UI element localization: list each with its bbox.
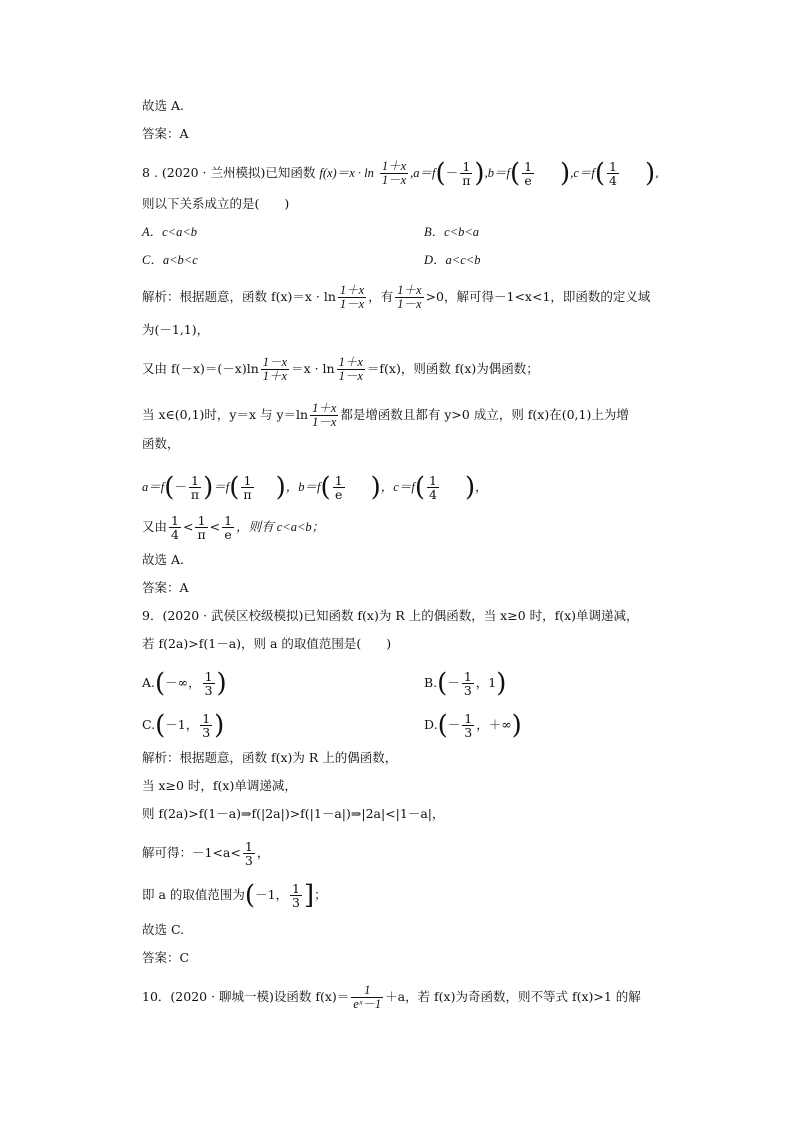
q8-option-d[interactable]: D．a<c<b	[424, 253, 481, 267]
q9-line2: 若 f(2a)>f(1－a)，则 a 的取值范围是( )	[142, 636, 392, 651]
q8-solution-line6: a＝f(－ $\frac{1}{\pi}$ )＝f( $\frac{1}{\pi}$ )，b＝f( $\frac{1}{e}$ )，c＝f( $\frac{1}{4}$ )，	[142, 472, 488, 503]
q8-solution-choose: 故选 A.	[142, 552, 184, 567]
q9-option-d[interactable]: D.(－ $\frac{1}{3}$ ，＋∞)	[424, 710, 522, 741]
q8-solution-answer: 答案：A	[142, 580, 189, 595]
q9-solution-line1: 解析：根据题意，函数 f(x)为 R 上的偶函数，	[142, 750, 398, 765]
q8-solution-line1: 解析：根据题意，函数 f(x)＝x · ln $\frac{1+x}{1-x}$ ，有 $\frac{1+x}{1-x}$ >0，解可得－1<x<1，即函数的定义域	[142, 283, 651, 311]
prev-answer: 答案：A	[142, 126, 189, 141]
q9-solution-line5: 即 a 的取值范围为(－1， $\frac{1}{3}$ ]；	[142, 880, 327, 911]
q8-c-fraction: $\frac{1}{4}$	[609, 159, 617, 188]
q9-line1: 9．(2020 · 武侯区校级模拟)已知函数 f(x)为 R 上的偶函数，当 x≥0 时，f(x)单调递减，	[142, 608, 639, 623]
q8-solution-line3: 又由 f(－x)＝(－x)ln $\frac{1-x}{1+x}$ ＝x · ln $\frac{1+x}{1-x}$ ＝f(x)，则函数 f(x)为偶函数；	[142, 355, 539, 383]
q9-solution-choose: 故选 C.	[142, 922, 185, 937]
q8-solution-line7: 又由 $\frac{1}{4}$ < $\frac{1}{\pi}$ < $\frac{1}{e}$ ，则有 c<a<b；	[142, 513, 325, 542]
q8-fraction: $\frac{1+x}{1-x}$	[381, 159, 407, 187]
q8-option-a[interactable]: A．c<a<b	[142, 225, 198, 239]
q8-source: (2020 · 兰州模拟)已知函数	[161, 165, 316, 180]
q9-solution-line3: 则 f(2a)>f(1－a)⇒f(|2a|)>f(|1－a|)⇒|2a|<|1－a|，	[142, 806, 445, 821]
q8-solution-line5: 函数，	[142, 436, 180, 451]
prev-choose: 故选 A.	[142, 98, 184, 113]
q8-option-b[interactable]: B．c<b<a	[424, 225, 480, 239]
q8-solution-line2: 为(－1,1)，	[142, 322, 210, 337]
q8-number: 8 .	[142, 165, 158, 180]
q9-solution-line2: 当 x≥0 时，f(x)单调递减，	[142, 778, 297, 793]
q8-fx: f(x)＝x · ln	[319, 166, 374, 180]
q9-option-b[interactable]: B.(－ $\frac{1}{3}$ ，1)	[424, 668, 507, 699]
q8-question: 则以下关系成立的是( )	[142, 196, 290, 211]
q9-solution-answer: 答案：C	[142, 950, 190, 965]
q8-solution-line4: 当 x∈(0,1)时，y＝x 与 y＝ln $\frac{1+x}{1-x}$ 都是增函数且都有 y>0 成立，则 f(x)在(0,1)上为增	[142, 401, 629, 429]
q9-option-c[interactable]: C.(－1， $\frac{1}{3}$ )	[142, 710, 225, 741]
q10-line1: 10．(2020 · 聊城一模)设函数 f(x)＝ $\frac{1}{\text{eˣ－1}}$ ＋a，若 f(x)为奇函数，则不等式 f(x)>1 的解	[142, 983, 641, 1011]
q9-solution-line4: 解可得：－1<a< $\frac{1}{3}$ ，	[142, 839, 270, 868]
q8-option-c[interactable]: C．a<b<c	[142, 253, 198, 267]
q8-b-fraction: $\frac{1}{e}$	[524, 159, 533, 188]
q8-line1: 8 . (2020 · 兰州模拟)已知函数 f(x)＝x · ln $\frac{1+x}{1-x}$ ,a＝f(－ $\frac{1}{\pi}$ ),b＝f( $\frac{1}{e}$ ),c＝f( $\frac{1}{4}$ ),	[142, 158, 660, 189]
q8-a-fraction: $\frac{1}{\pi}$	[462, 159, 471, 188]
q9-option-a[interactable]: A.(－∞， $\frac{1}{3}$ )	[142, 668, 227, 699]
